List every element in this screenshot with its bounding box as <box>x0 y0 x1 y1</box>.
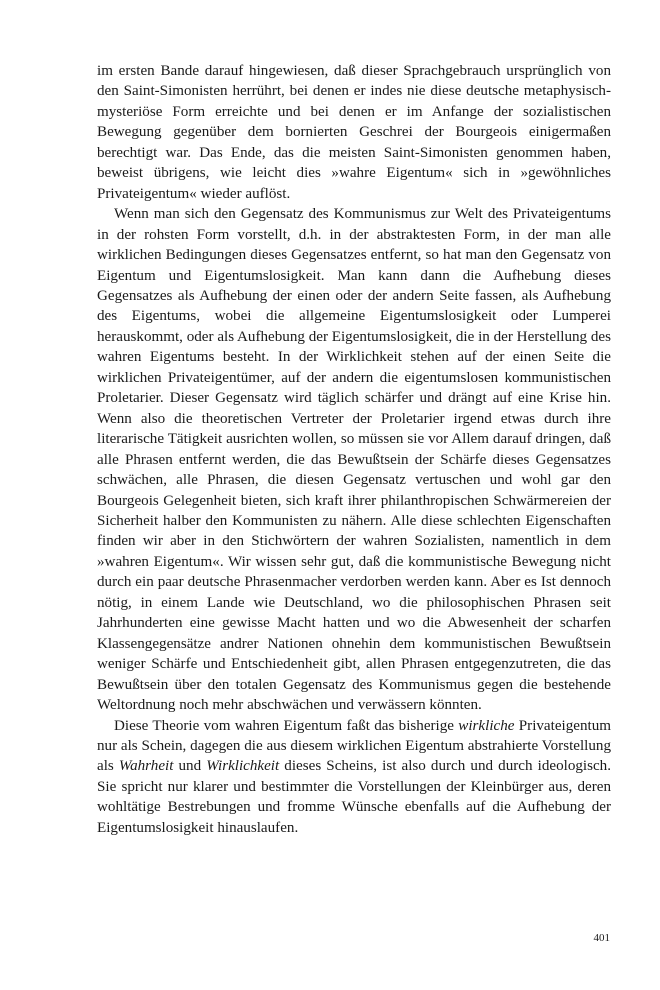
paragraph-3 <box>97 716 611 839</box>
emphasis-text: Wirklichkeit <box>206 758 280 775</box>
paragraph-text: Privateigentum nur als Schein, dagegen die aus diesem wirklichen Eigentum abstrahierte Vorstellung als <box>97 717 611 775</box>
paragraph-1 <box>97 61 611 204</box>
paragraph-text: und <box>173 758 207 775</box>
page-body <box>97 61 611 838</box>
paragraph-text: Wenn man sich den Gegensatz des Kommunismus zur Welt des Privateigentums in der rohsten Form vorstellt, d.h. in der abstraktesten Form, in der man alle wirklichen Bedingungen dieses Gegensatzes entfernt, so hat man den Gegensatz von Eigentum und Eigentumslosigkeit. Man kann dann die Aufhebung dieses Gegensatzes als Aufhebung der einen oder der andern Seite fassen, als Aufhebung des Eigentums, wobei die allgemeine Eigentumslosigkeit oder Lumperei herauskommt, oder als Aufhebung der Eigentumslosigkeit, die in der Herstellung des wahren Eigentums besteht. In der Wirklichkeit stehen auf der einen Seite die wirklichen Privateigentümer, auf der andern die eigentumslosen kommunistischen Proletarier. Dieser Gegensatz wird täglich schärfer und drängt auf eine Krise hin. Wenn also die theoretischen Vertreter der Proletarier irgend etwas durch ihre literarische Tätigkeit ausrichten wollen, so müssen sie vor Allem darauf dringen, daß alle Phrasen entfernt werden, die das Bewußtsein der Schärfe dieses Gegensatzes schwächen, alle Phrasen, die diesen Gegensatz vertuschen und wohl gar den Bourgeois Gelegenheit bieten, sich kraft ihrer philanthropischen Schwärmereien der Sicherheit halber den Kommunisten zu nähern. Alle diese schlechten Eigenschaften finden wir aber in den Stichwörtern der wahren Sozialisten, namentlich in dem »wahren Eigentum«. Wir wissen sehr gut, daß die kommunistische Bewegung nicht durch ein paar deutsche Phrasenmacher verdorben werden kann. Aber es Ist dennoch nötig, in einem Lande wie Deutschland, wo die philosophischen Phrasen seit Jahrhunderten eine gewisse Macht hatten und wo die Abwesenheit der scharfen Klassengegensätze andrer Nationen ohnehin dem kommunistischen Bewußtsein weniger Schärfe und Entschiedenheit gibt, allen Phrasen entgegenzutreten, die das Bewußtsein über den totalen Gegensatz des Kommunismus gegen die bestehende Weltordnung noch mehr abschwächen und verwässern könnten. <box>97 206 611 714</box>
paragraph-2 <box>97 204 611 715</box>
paragraph-text: dieses Scheins, ist also durch und durch ideologisch. Sie spricht nur klarer und bestimmter die Vorstellungen der Kleinbürger aus, deren wohltätige Bestrebungen und fromme Wünsche ebenfalls auf die Aufhebung der Eigentumslosigkeit hinauslaufen. <box>97 758 611 836</box>
emphasis-text: wirkliche <box>458 717 515 734</box>
paragraph-text: Diese Theorie vom wahren Eigentum faßt das bisherige <box>114 717 459 734</box>
paragraph-text: im ersten Bande darauf hingewiesen, daß dieser Sprachgebrauch ursprünglich von den Saint-Simonisten herrührt, bei denen er indes nie diese deutsche metaphysisch-mysteriöse Form erreichte und bei denen er im Anfange der sozialistischen Bewegung gegenüber dem bornierten Geschrei der Bourgeois einigermaßen berechtigt war. Das Ende, das die meisten Saint-Simonisten genommen haben, beweist übrigens, wie leicht dies »wahre Eigentum« sich in »gewöhnliches Privateigentum« wieder auflöst. <box>97 63 611 202</box>
page-number: 401 <box>593 932 610 944</box>
emphasis-text: Wahrheit <box>118 758 174 775</box>
